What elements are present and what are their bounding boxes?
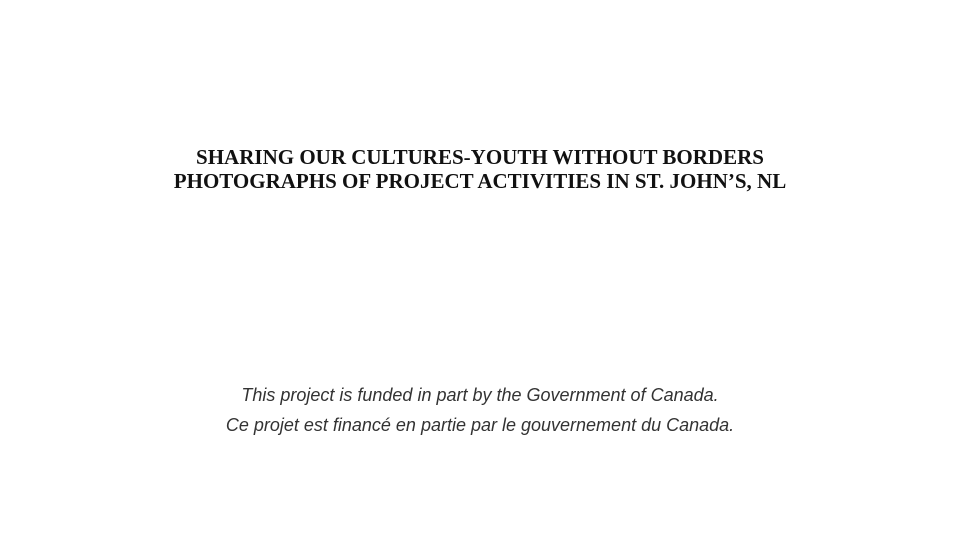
slide-title — [0, 145, 960, 193]
funding-text-english: This project is funded in part by the Government of Canada. — [241, 385, 719, 405]
funding-text-french: Ce projet est financé en partie par le gouvernement du Canada. — [225, 415, 735, 435]
funding-acknowledgement — [0, 380, 960, 440]
title-line-2: PHOTOGRAPHS OF PROJECT ACTIVITIES IN ST. JOHN’S, NL — [173, 169, 787, 193]
title-line-1: SHARING OUR CULTURES-YOUTH WITHOUT BORDERS — [196, 145, 764, 169]
